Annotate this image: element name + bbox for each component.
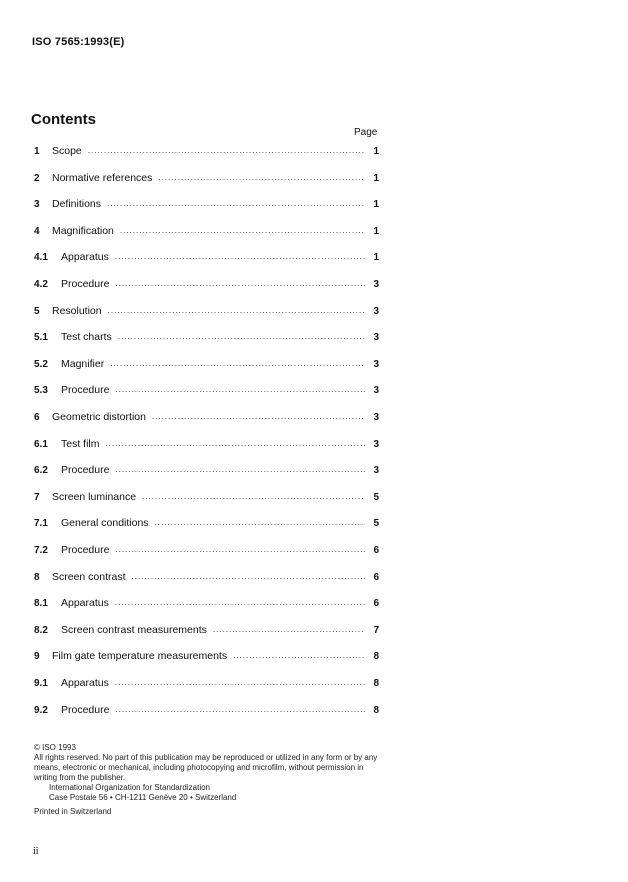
toc-entry-title: Apparatus xyxy=(61,597,109,610)
contents-heading: Contents xyxy=(31,111,96,128)
rights-statement: All rights reserved. No part of this publication may be reproduced or utilized in any form or by any means, electronic or mechanical, including photocopying and microfilm, without permission in writing from the publisher. xyxy=(34,753,378,782)
toc-entry-title: Procedure xyxy=(61,278,110,290)
toc-entry xyxy=(34,438,379,454)
toc-entry-number: 9.2 xyxy=(34,704,48,716)
toc-entry-number: 3 xyxy=(34,199,40,211)
toc-entry-number: 9 xyxy=(34,651,40,663)
toc-entry-number: 8 xyxy=(34,571,40,583)
toc-entry xyxy=(34,278,379,294)
toc-entry-title: Geometric distortion xyxy=(52,411,146,423)
toc-entry-title: Magnification xyxy=(52,224,114,237)
toc-entry xyxy=(34,650,379,666)
page-column-label: Page xyxy=(354,127,378,138)
toc-entry xyxy=(34,251,379,267)
toc-entry-title: Normative references xyxy=(52,171,153,184)
toc-entry xyxy=(34,597,379,613)
toc-leader-dots xyxy=(118,332,365,341)
toc-entry-number: 8.2 xyxy=(34,624,48,636)
toc-entry-page: 8 xyxy=(373,704,379,716)
toc-leader-dots xyxy=(213,625,365,634)
toc-entry-title: Test charts xyxy=(61,331,112,344)
toc-entry-page: 3 xyxy=(373,385,379,397)
toc-entry-page: 1 xyxy=(373,252,379,264)
toc-entry-number: 1 xyxy=(34,146,40,157)
toc-entry xyxy=(34,544,379,560)
toc-entry-title: Apparatus xyxy=(61,677,109,689)
copyright-block xyxy=(34,743,386,817)
toc-leader-dots xyxy=(155,518,365,527)
toc-entry-title: Scope xyxy=(52,145,82,157)
toc-leader-dots xyxy=(107,199,365,208)
toc-entry-title: Procedure xyxy=(61,384,110,397)
toc-entry-title: Screen contrast measurements xyxy=(61,623,207,636)
toc-entry-page: 3 xyxy=(373,412,379,423)
toc-leader-dots xyxy=(88,146,365,155)
toc-entry-title: Test film xyxy=(61,437,100,450)
toc-entry-page: 8 xyxy=(373,651,379,663)
toc-entry-page: 1 xyxy=(373,225,379,237)
toc-leader-dots xyxy=(115,598,365,607)
toc-leader-dots xyxy=(106,439,365,448)
printed-location: Printed in Switzerland xyxy=(34,807,112,816)
toc-leader-dots xyxy=(120,226,365,235)
toc-entry-title: Procedure xyxy=(61,703,110,716)
toc-entry-page: 6 xyxy=(373,545,379,556)
toc-entry xyxy=(34,384,379,400)
toc-entry-page: 1 xyxy=(373,146,379,157)
toc-leader-dots xyxy=(115,385,365,394)
toc-entry-page: 1 xyxy=(373,172,379,184)
toc-leader-dots xyxy=(115,252,365,261)
toc-entry xyxy=(34,517,379,533)
toc-entry xyxy=(34,198,379,214)
toc-entry-title: General conditions xyxy=(61,517,149,530)
toc-leader-dots xyxy=(115,705,365,714)
toc-entry-title: Film gate temperature measurements xyxy=(52,650,228,663)
toc-entry-page: 1 xyxy=(373,199,379,211)
toc-leader-dots xyxy=(115,545,365,554)
toc-entry-title: Resolution xyxy=(52,304,102,317)
toc-entry-title: Procedure xyxy=(61,464,110,477)
toc-leader-dots xyxy=(115,465,365,474)
document-id: ISO 7565:1993(E) xyxy=(32,36,125,48)
toc-entry-page: 3 xyxy=(373,465,379,477)
toc-leader-dots xyxy=(158,173,365,182)
toc-entry xyxy=(34,624,379,640)
organization-name: International Organization for Standardization xyxy=(49,783,210,792)
toc-entry xyxy=(34,145,379,161)
toc-entry xyxy=(34,464,379,480)
toc-entry-title: Screen luminance xyxy=(52,490,137,503)
toc-leader-dots xyxy=(132,572,365,581)
toc-entry xyxy=(34,305,379,321)
toc-leader-dots xyxy=(115,678,365,687)
toc-entry-number: 6 xyxy=(34,412,40,423)
toc-entry-page: 5 xyxy=(373,518,379,530)
toc-leader-dots xyxy=(115,279,365,288)
toc-leader-dots xyxy=(233,651,365,660)
copyright-notice: © ISO 1993 xyxy=(34,743,76,752)
toc-entry-number: 9.1 xyxy=(34,678,48,689)
toc-entry-page: 5 xyxy=(373,491,379,503)
toc-entry-number: 2 xyxy=(34,172,40,184)
toc-entry-page: 3 xyxy=(373,305,379,317)
toc-entry-number: 8.1 xyxy=(34,598,48,610)
toc-entry-number: 5.3 xyxy=(34,385,48,397)
toc-entry-title: Definitions xyxy=(52,198,102,211)
toc-entry xyxy=(34,571,379,587)
toc-entry-number: 7.1 xyxy=(34,518,48,530)
toc-entry-page: 8 xyxy=(373,678,379,689)
toc-entry xyxy=(34,677,379,693)
toc-entry-page: 3 xyxy=(373,438,379,450)
toc-entry-number: 6.1 xyxy=(34,438,48,450)
toc-entry xyxy=(34,172,379,188)
page-number: ii xyxy=(33,846,39,857)
toc-entry-title: Screen contrast xyxy=(52,570,126,583)
toc-entry-number: 5.2 xyxy=(34,358,48,370)
toc-entry xyxy=(34,225,379,241)
toc-entry xyxy=(34,331,379,347)
toc-leader-dots xyxy=(142,492,365,501)
toc-entry xyxy=(34,411,379,427)
toc-entry-page: 7 xyxy=(373,624,379,636)
toc-entry-number: 7.2 xyxy=(34,545,48,556)
toc-leader-dots xyxy=(152,412,365,421)
toc-entry-page: 3 xyxy=(373,358,379,370)
toc-entry-page: 3 xyxy=(373,279,379,290)
toc-entry-number: 4 xyxy=(34,225,40,237)
toc-entry-page: 6 xyxy=(373,598,379,610)
toc-entry-number: 6.2 xyxy=(34,465,48,477)
toc-entry xyxy=(34,358,379,374)
toc-entry xyxy=(34,704,379,720)
toc-entry-title: Magnifier xyxy=(61,357,105,370)
toc-entry-number: 4.2 xyxy=(34,279,48,290)
toc-entry-number: 5 xyxy=(34,305,40,317)
toc-leader-dots xyxy=(110,359,365,368)
toc-entry xyxy=(34,491,379,507)
toc-entry-title: Apparatus xyxy=(61,251,109,264)
toc-leader-dots xyxy=(108,306,365,315)
toc-entry-page: 3 xyxy=(373,332,379,344)
toc-entry-title: Procedure xyxy=(61,544,110,556)
toc-entry-number: 5.1 xyxy=(34,332,48,344)
toc-entry-page: 6 xyxy=(373,571,379,583)
toc-entry-number: 7 xyxy=(34,491,40,503)
toc-entry-number: 4.1 xyxy=(34,252,48,264)
organization-address: Case Postale 56 • CH-1211 Genève 20 • Switzerland xyxy=(49,793,237,802)
